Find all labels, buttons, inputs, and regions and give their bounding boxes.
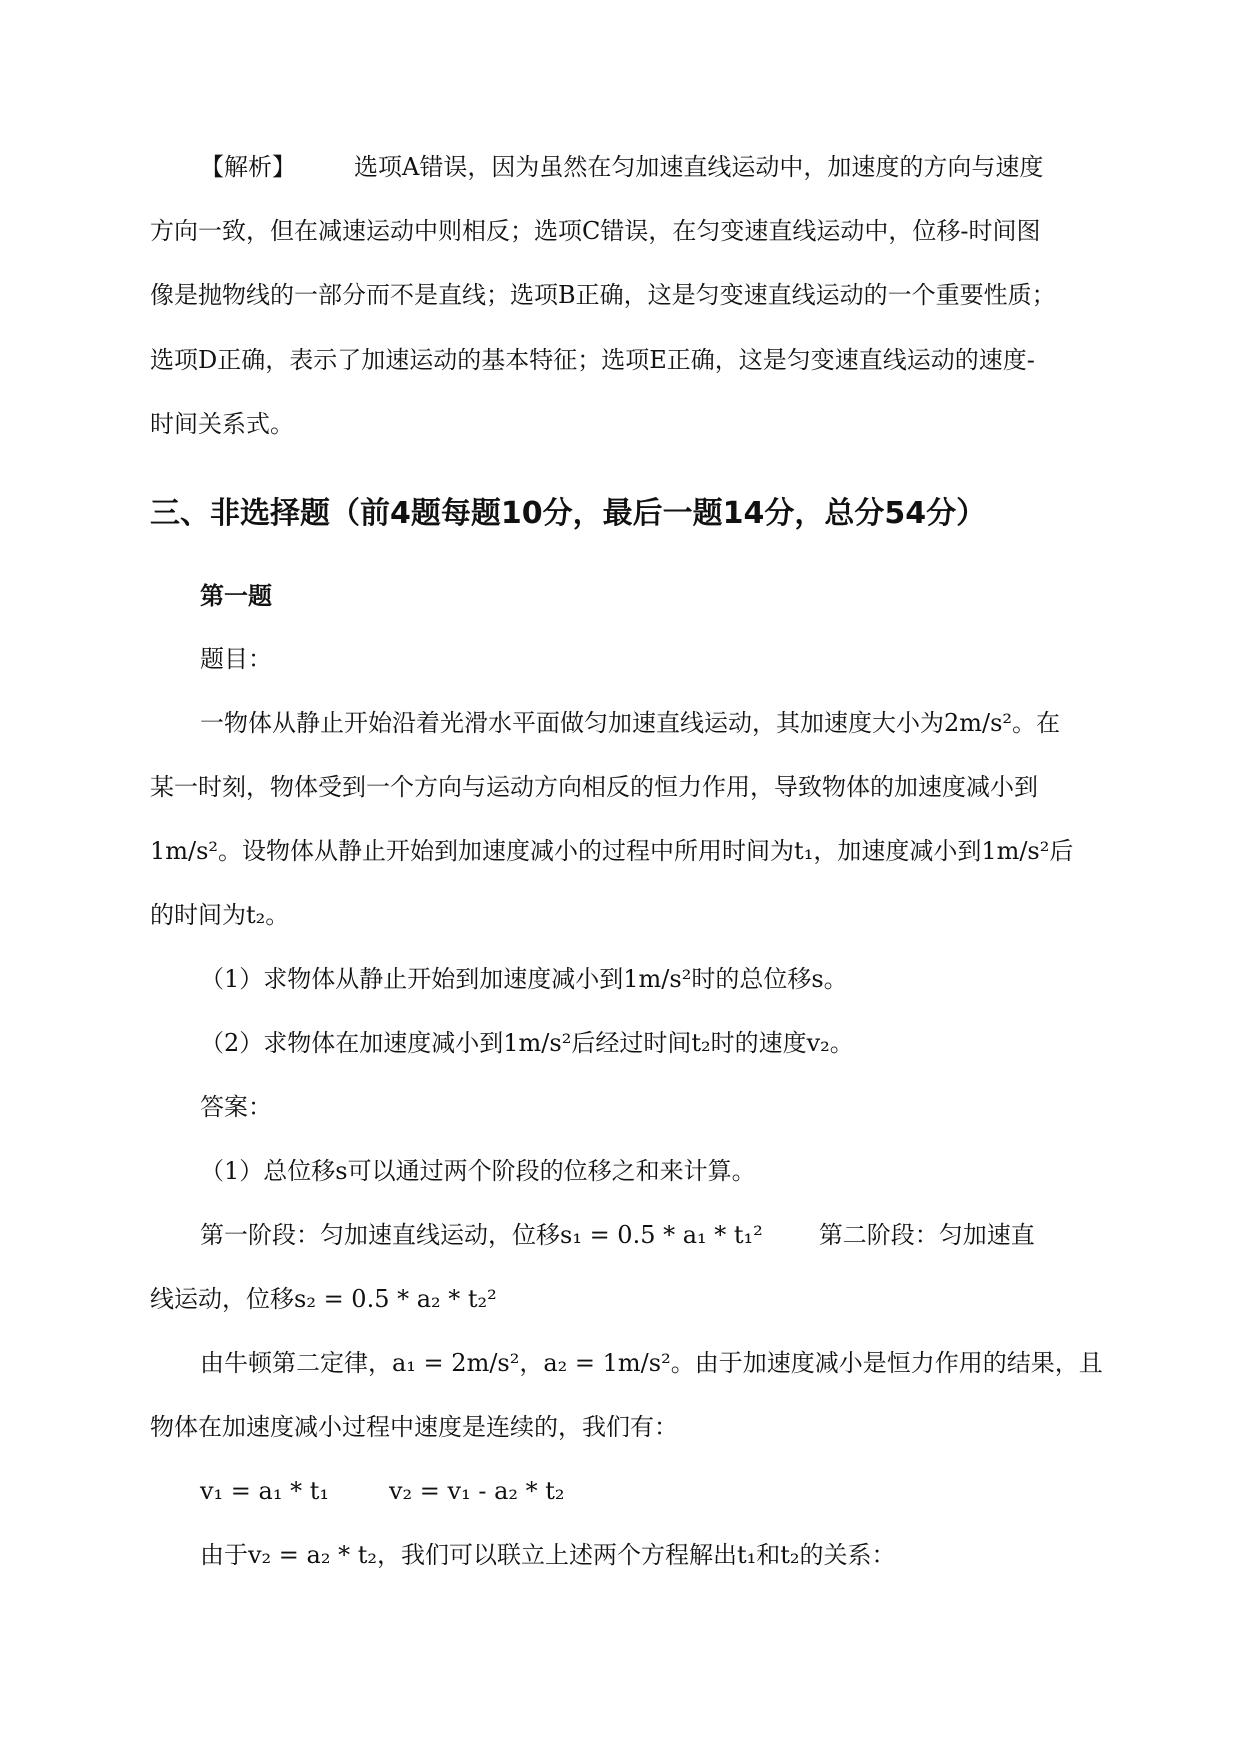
question-heading: 第一题 xyxy=(200,582,272,610)
answer-label: 答案： xyxy=(200,1093,272,1121)
answer-stage-1: 第一阶段：匀加速直线运动，位移s₁ = 0.5 * a₁ * t₁² xyxy=(200,1221,763,1249)
question-body-line: 1m/s²。设物体从静止开始到加速度减小的过程中所用时间为t₁，加速度减小到1m/s²后 xyxy=(150,837,1074,865)
answer-line: 由牛顿第二定律，a₁ = 2m/s²，a₂ = 1m/s²。由于加速度减小是恒力作用的结果，且 xyxy=(200,1349,1103,1377)
answer-line: 线运动，位移s₂ = 0.5 * a₂ * t₂² xyxy=(150,1285,497,1313)
analysis-label: 【解析】 xyxy=(200,153,296,181)
answer-stage-2: 第二阶段：匀加速直 xyxy=(818,1221,1035,1249)
answer-line: 由于v₂ = a₂ * t₂，我们可以联立上述两个方程解出t₁和t₂的关系： xyxy=(200,1541,896,1569)
analysis-line-5: 时间关系式。 xyxy=(150,410,294,438)
equation-v2: v₂ = v₁ - a₂ * t₂ xyxy=(389,1477,565,1505)
section-title: 三、非选择题（前4题每题10分，最后一题14分，总分54分） xyxy=(150,496,987,531)
analysis-line-3: 像是抛物线的一部分而不是直线；选项B正确，这是匀变速直线运动的一个重要性质； xyxy=(150,281,1056,309)
answer-line xyxy=(200,1219,1140,1251)
equation-v1: v₁ = a₁ * t₁ xyxy=(200,1477,329,1505)
answer-line: （1）总位移s可以通过两个阶段的位移之和来计算。 xyxy=(200,1157,756,1185)
question-body-line: 的时间为t₂。 xyxy=(150,901,290,929)
answer-line: 物体在加速度减小过程中速度是连续的，我们有： xyxy=(150,1413,678,1441)
question-body-line: 一物体从静止开始沿着光滑水平面做匀加速直线运动，其加速度大小为2m/s²。在 xyxy=(200,709,1061,737)
analysis-line-4: 选项D正确，表示了加速运动的基本特征；选项E正确，这是匀变速直线运动的速度- xyxy=(150,346,1035,374)
equation-line xyxy=(200,1475,1140,1507)
analysis-line-1: 【解析】 选项A错误，因为虽然在匀加速直线运动中，加速度的方向与速度 xyxy=(200,153,1044,181)
analysis-line-2: 方向一致，但在减速运动中则相反；选项C错误，在匀变速直线运动中，位移-时间图 xyxy=(150,217,1041,245)
sub-question-1: （1）求物体从静止开始到加速度减小到1m/s²时的总位移s。 xyxy=(200,965,848,993)
question-body-line: 某一时刻，物体受到一个方向与运动方向相反的恒力作用，导致物体的加速度减小到 xyxy=(150,773,1038,801)
prompt-label: 题目： xyxy=(200,645,272,673)
sub-question-2: （2）求物体在加速度减小到1m/s²后经过时间t₂时的速度v₂。 xyxy=(200,1029,854,1057)
